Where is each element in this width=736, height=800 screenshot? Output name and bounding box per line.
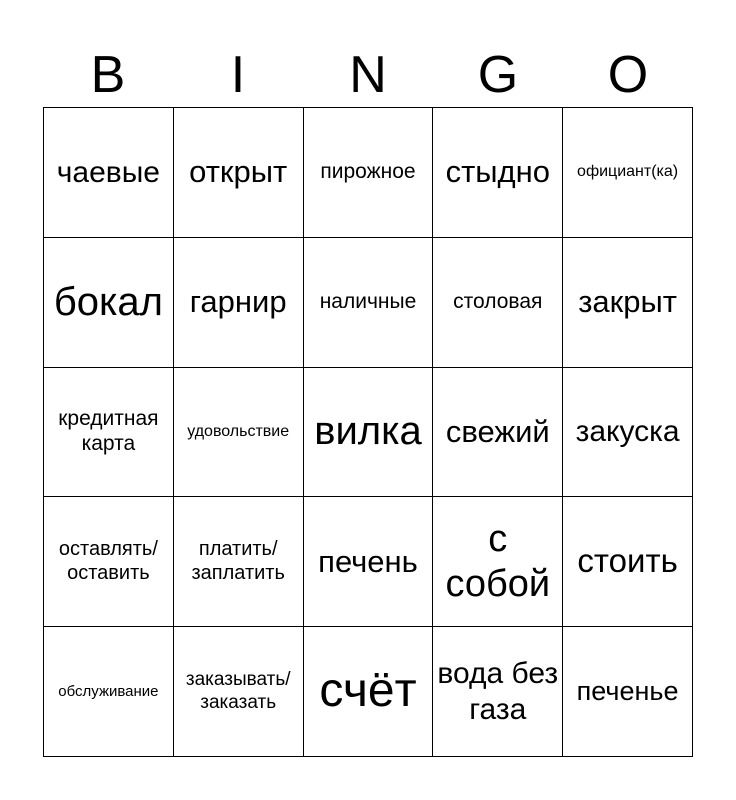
bingo-cell-label: обслуживание <box>58 682 159 700</box>
bingo-cell-label: оставлять/ оставить <box>58 538 158 584</box>
bingo-cell-label: пирожное <box>320 160 416 184</box>
bingo-cell[interactable] <box>174 627 304 757</box>
bingo-cell-label: открыт <box>189 154 288 190</box>
header-letter-o: O <box>607 46 649 104</box>
bingo-cell[interactable] <box>433 108 563 238</box>
bingo-cell[interactable] <box>563 627 693 757</box>
bingo-cell[interactable] <box>433 627 563 757</box>
bingo-cell[interactable] <box>563 238 693 368</box>
bingo-cell-label: печенье <box>576 675 679 706</box>
bingo-cell[interactable] <box>563 497 693 627</box>
bingo-cell-label: счёт <box>319 664 417 718</box>
bingo-cell-label: кредитная карта <box>58 407 159 455</box>
bingo-cell[interactable] <box>304 497 434 627</box>
bingo-cell-label: с собой <box>445 517 551 605</box>
bingo-cell[interactable] <box>44 238 174 368</box>
header-letter-b: B <box>90 46 126 104</box>
bingo-cell[interactable] <box>563 108 693 238</box>
bingo-cell-label: бокал <box>53 279 163 324</box>
bingo-card-grid <box>43 107 693 757</box>
bingo-header <box>43 44 693 106</box>
bingo-cell-label: заказывать/ заказать <box>185 669 291 713</box>
bingo-cell-label: свежий <box>445 413 550 449</box>
header-letter-i: I <box>230 46 246 104</box>
bingo-cell[interactable] <box>433 238 563 368</box>
bingo-cell-label: наличные <box>319 289 417 313</box>
bingo-cell[interactable] <box>174 368 304 498</box>
bingo-cell[interactable] <box>304 627 434 757</box>
bingo-cell[interactable] <box>44 368 174 498</box>
bingo-cell[interactable] <box>44 108 174 238</box>
bingo-cell[interactable] <box>433 368 563 498</box>
bingo-cell-label: стыдно <box>445 154 550 190</box>
bingo-cell-label: вода без газа <box>437 657 559 726</box>
bingo-cell-label: гарнир <box>189 283 287 319</box>
bingo-cell[interactable] <box>44 497 174 627</box>
bingo-cell-label: платить/ заплатить <box>191 538 285 584</box>
header-letter-g: G <box>477 46 519 104</box>
bingo-cell-label: столовая <box>453 289 543 313</box>
bingo-cell[interactable] <box>433 497 563 627</box>
bingo-cell-label: официант(ка) <box>577 162 679 180</box>
bingo-cell[interactable] <box>174 238 304 368</box>
bingo-cell-label: вилка <box>314 409 422 454</box>
bingo-cell[interactable] <box>563 368 693 498</box>
bingo-cell-label: закрыт <box>578 283 677 319</box>
bingo-cell[interactable] <box>174 108 304 238</box>
bingo-cell-label: стоить <box>577 542 678 580</box>
bingo-cell[interactable] <box>304 108 434 238</box>
bingo-cell[interactable] <box>304 238 434 368</box>
bingo-cell-label: чаевые <box>56 155 160 189</box>
bingo-cell-label: печень <box>318 543 418 579</box>
bingo-cell[interactable] <box>304 368 434 498</box>
bingo-cell-label: закуска <box>575 415 680 449</box>
bingo-cell[interactable] <box>44 627 174 757</box>
bingo-cell-label: удовольствие <box>187 422 290 440</box>
header-letter-n: N <box>349 46 387 104</box>
bingo-cell[interactable] <box>174 497 304 627</box>
